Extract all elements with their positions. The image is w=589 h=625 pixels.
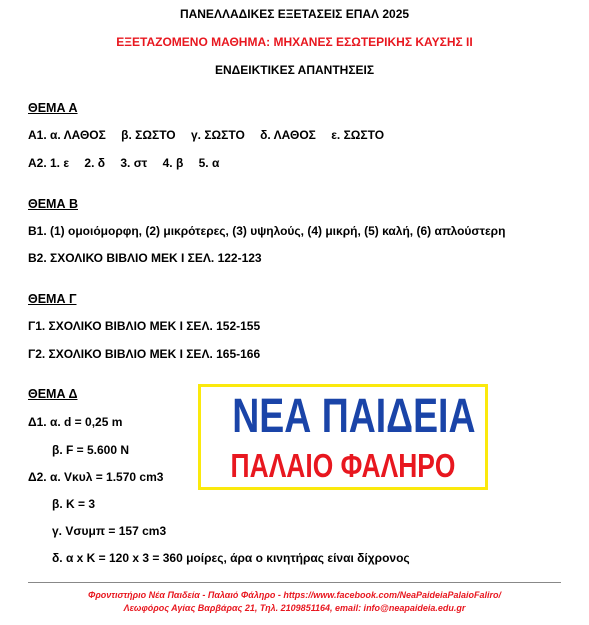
answer-a2-item: Α2. 1. ε [28, 156, 70, 170]
footer-line-1: Φροντιστήριο Νέα Παιδεία - Παλαιό Φάληρο - https://www.facebook.com/NeaPaideiaPalaioFaliro/ [87, 590, 502, 600]
answer-a1 [28, 128, 384, 142]
answer-a1-item: ε. ΣΩΣΤΟ [331, 128, 385, 142]
section-heading-b: ΘΕΜΑ Β [28, 197, 78, 211]
footer-divider [28, 582, 561, 583]
answer-d2d: δ. α x K = 120 x 3 = 360 μοίρες, άρα ο κινητήρας είναι δίχρονος [52, 551, 410, 565]
answer-d2g: γ. Vσυμπ = 157 cm3 [52, 524, 167, 538]
answer-d2a: Δ2. α. Vκυλ = 1.570 cm3 [28, 470, 164, 484]
answer-a2 [28, 156, 219, 170]
exam-subject: ΕΞΕΤΑΖΟΜΕΝΟ ΜΑΘΗΜΑ: ΜΗΧΑΝΕΣ ΕΣΩΤΕΡΙΚΗΣ ΚΑΥΣΗΣ ΙΙ [116, 35, 473, 49]
answer-a2-item: 4. β [162, 156, 184, 170]
answer-a1-item: δ. ΛΑΘΟΣ [260, 128, 316, 142]
section-heading-d: ΘΕΜΑ Δ [28, 387, 78, 401]
page-title: ΠΑΝΕΛΛΑΔΙΚΕΣ ΕΞΕΤΑΣΕΙΣ ΕΠΑΛ 2025 [179, 7, 410, 21]
answer-g2: Γ2. ΣΧΟΛΙΚΟ ΒΙΒΛΙΟ ΜΕΚ Ι ΣΕΛ. 165-166 [28, 347, 261, 361]
page-subtitle: ΕΝΔΕΙΚΤΙΚΕΣ ΑΠΑΝΤΗΣΕΙΣ [214, 63, 375, 77]
answer-a1-item: γ. ΣΩΣΤΟ [190, 128, 245, 142]
answer-d1b: β. F = 5.600 N [52, 443, 130, 457]
section-heading-g: ΘΕΜΑ Γ [28, 292, 77, 306]
brand-logo [198, 384, 488, 490]
answer-d2b: β. K = 3 [52, 497, 96, 511]
logo-line-1: ΝΕΑ ΠΑΙΔΕΙΑ [232, 390, 476, 443]
section-heading-a: ΘΕΜΑ Α [28, 101, 78, 115]
logo-line-2: ΠΑΛΑΙΟ ΦΑΛΗΡΟ [230, 447, 456, 484]
footer-line-2: Λεωφόρος Αγίας Βαρβάρας 21, Τηλ. 2109851164, email: info@neapaideia.edu.gr [123, 603, 466, 613]
answer-a1-item: Α1. α. ΛΑΘΟΣ [28, 128, 106, 142]
answer-a2-item: 3. στ [120, 156, 148, 170]
answer-a2-item: 5. α [198, 156, 220, 170]
answer-a2-item: 2. δ [84, 156, 106, 170]
answer-a1-item: β. ΣΩΣΤΟ [121, 128, 176, 142]
answer-d1a: Δ1. α. d = 0,25 m [28, 415, 123, 429]
answer-g1: Γ1. ΣΧΟΛΙΚΟ ΒΙΒΛΙΟ ΜΕΚ Ι ΣΕΛ. 152-155 [28, 319, 261, 333]
answer-b2: Β2. ΣΧΟΛΙΚΟ ΒΙΒΛΙΟ ΜΕΚ Ι ΣΕΛ. 122-123 [28, 251, 262, 265]
answer-b1: Β1. (1) ομοιόμορφη, (2) μικρότερες, (3) υψηλούς, (4) μικρή, (5) καλή, (6) απλούστερη [28, 224, 506, 238]
